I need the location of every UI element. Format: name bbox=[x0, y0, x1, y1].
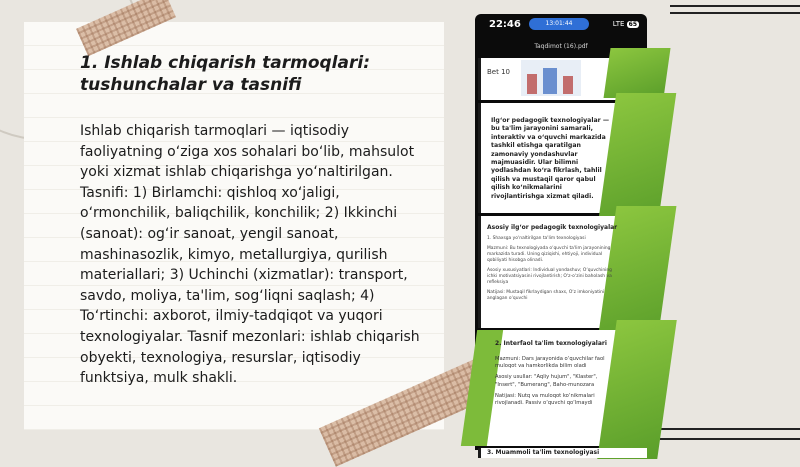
page-4-title: 2. Interfaol ta'lim texnologiyalari bbox=[495, 340, 607, 347]
page-illustration bbox=[521, 60, 581, 96]
page-3-line: Mazmuni: Bu texnologiyada o‘quvchi ta'lim jarayonining markazida turadi. Uning qiziqishi, ehtiyoji, individual qobiliyati hisobga olinadi. bbox=[487, 246, 611, 263]
pdf-page-3 bbox=[478, 216, 647, 328]
slide-title: 1. Ishlab chiqarish tarmoqlari: tushunchalar va tasnifi bbox=[80, 53, 370, 95]
phone-screenshot bbox=[475, 14, 647, 456]
battery-icon: 65 bbox=[628, 21, 637, 28]
status-call-pill[interactable]: 13:01:44 bbox=[529, 18, 589, 30]
page-green-accent bbox=[603, 48, 670, 98]
pdf-page-4 bbox=[478, 330, 647, 446]
pdf-document-name: Taqdimot (16).pdf bbox=[534, 43, 588, 50]
page-3-line: 1. Shaxsga yo‘naltirilgan ta'lim texnologiyasi bbox=[487, 236, 586, 241]
page-5-title: 3. Muammoli ta'lim texnologiyasi bbox=[487, 449, 600, 456]
page-3-line: Natijasi: Mustaqil fikrlaydigan shaxs, O‘z imkoniyatini anglagan o‘quvchi bbox=[487, 290, 605, 301]
top-right-line-decoration bbox=[670, 0, 800, 20]
phone-status-bar bbox=[475, 14, 647, 36]
page-4-line: Natijasi: Nutq va muloqot ko‘nikmalari rivojlanadi. Passiv o‘quvchi qo‘lmaydi bbox=[495, 392, 595, 407]
page-2-text: Ilg‘or pedagogik texnologiyalar — bu ta'lim jarayonini samarali, interaktiv va o‘quvchi markazida tashkil etishga qaratilgan zamonaviy yondashuvlar majmuasidir. Ular bilimni yodlashdan ko‘ra fikrlash, tahlil qilish va mustaqil qaror qabul qilish ko‘nikmalarini rivojlantirishga xizmat qiladi. bbox=[491, 117, 610, 200]
pdf-viewer[interactable] bbox=[478, 58, 647, 456]
status-time: 22:46 bbox=[489, 19, 521, 30]
page-number: Bet 10 bbox=[487, 68, 510, 76]
page-4-line: Asosiy usullar: "Aqliy hujum", "Klaster", "Insert", "Bumerang", Baho-munozara bbox=[495, 374, 598, 388]
pdf-page-2 bbox=[478, 103, 647, 213]
pdf-page-5 bbox=[478, 448, 647, 458]
bottom-right-line-decoration bbox=[660, 420, 800, 450]
page-3-title: Asosiy ilg‘or pedagogik texnologiyalar bbox=[487, 224, 618, 231]
slide-body-text: Ishlab chiqarish tarmoqlari — iqtisodiy faoliyatning o‘ziga xos sohalari bo‘lib, mahsulot yoki xizmat ishlab chiqarishga yo‘naltirilgan. Tasnifi: 1) Birlamchi: qishloq xo‘jaligi, o‘rmonchilik, baliqchilik, konchilik; 2) Ikkinchi (sanoat): og‘ir sanoat, yengil sanoat, mashinasozlik, kimyo, metallurgiya, qurilish materiallari; 3) Uchinchi (xizmatlar): transport, savdo, moliya, ta'lim, sog‘liqni saqlash; 4) To‘rtinchi: axborot, ilmiy-tadqiqot va yuqori texnologiyalar. Tasnif mezonlari: ishlab chiqarish obyekti, texnologiya, resurslar, iqtisodiy funktsiya, mulk shakli. bbox=[80, 123, 420, 387]
network-label: LTE bbox=[612, 20, 625, 28]
status-indicators bbox=[613, 20, 639, 28]
page-3-body bbox=[487, 236, 612, 306]
page-4-line: Mazmuni: Dars jarayonida o‘quvchilar faol muloqot va hamkorlikda bilim oladi bbox=[495, 356, 605, 370]
page-3-line: Asosiy xususiyatlari: Individual yondashuv; O‘quvchining ichki motivatsiyasini rivojlantirish; O‘z-o‘zini baholash va refleksiya bbox=[487, 268, 612, 285]
page-4-body bbox=[495, 356, 615, 411]
